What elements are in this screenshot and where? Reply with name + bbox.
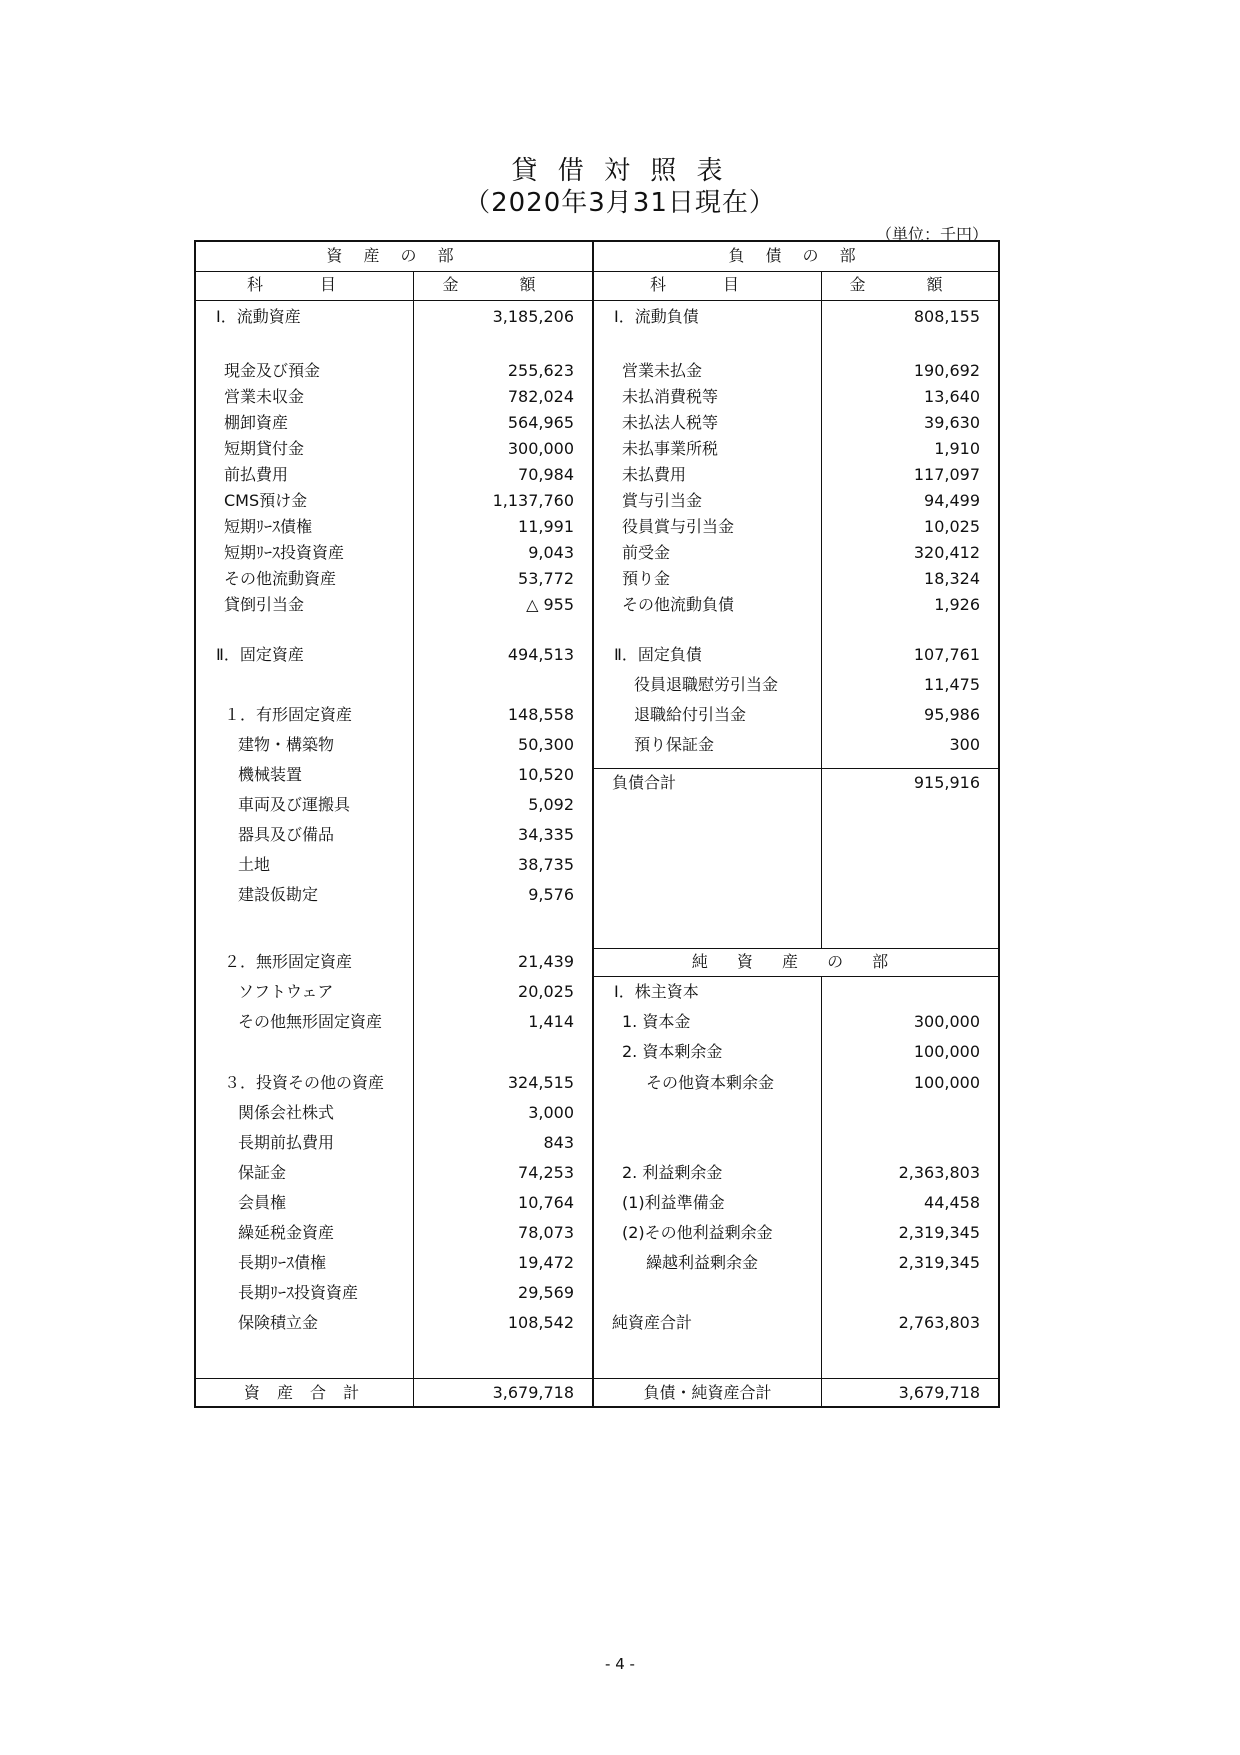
asset-label: 建設仮勘定 — [238, 885, 319, 904]
net-asset-value: 300,000 — [913, 1012, 980, 1031]
liability-label: 未払事業所税 — [622, 439, 719, 458]
net-asset-value: 2,319,345 — [898, 1253, 980, 1272]
asset-value: 148,558 — [507, 705, 574, 724]
asset-label: 長期前払費用 — [238, 1133, 335, 1152]
header-divider — [196, 300, 998, 301]
asset-value: 324,515 — [507, 1073, 574, 1092]
net-assets-section-header: 純 資 産 の 部 — [691, 952, 901, 971]
asset-label: 棚卸資産 — [224, 413, 289, 432]
asset-value: 843 — [543, 1133, 574, 1152]
asset-label: 営業未収金 — [224, 387, 305, 406]
net-asset-label: 2. 資本剰余金 — [622, 1042, 723, 1061]
liability-value: 808,155 — [913, 307, 980, 326]
liability-value: 10,025 — [924, 517, 980, 536]
liability-label: 退職給付引当金 — [634, 705, 747, 724]
net-assets-header-top — [593, 948, 998, 949]
liability-label: 未払消費税等 — [622, 387, 719, 406]
liability-value: 13,640 — [924, 387, 980, 406]
asset-label: ２．無形固定資産 — [224, 952, 353, 971]
liability-value: 320,412 — [913, 543, 980, 562]
asset-value: 38,735 — [518, 855, 574, 874]
asset-label: 貸倒引当金 — [224, 595, 305, 614]
net-asset-value: 100,000 — [913, 1073, 980, 1092]
asset-value: 9,576 — [528, 885, 574, 904]
asset-value: 3,185,206 — [492, 307, 574, 326]
liability-label: 未払費用 — [622, 465, 687, 484]
net-asset-value: 44,458 — [924, 1193, 980, 1212]
asset-value: 1,414 — [528, 1012, 574, 1031]
liability-value: 18,324 — [924, 569, 980, 588]
asset-label: 関係会社株式 — [238, 1103, 335, 1122]
asset-label: 短期ﾘｰｽ投資資産 — [224, 543, 345, 562]
asset-value: 53,772 — [518, 569, 574, 588]
liabilities-section-header: 負 債 の 部 — [728, 246, 864, 265]
liability-value: 107,761 — [913, 645, 980, 664]
asset-label: ソフトウェア — [238, 982, 334, 1001]
asset-value: 564,965 — [507, 413, 574, 432]
net-asset-label: 繰越利益剰余金 — [646, 1253, 759, 1272]
asset-value: 108,542 — [507, 1313, 574, 1332]
asset-label: 前払費用 — [224, 465, 289, 484]
asset-label: 機械装置 — [238, 765, 303, 784]
asset-label: その他無形固定資産 — [238, 1012, 383, 1031]
liability-label: 役員退職慰労引当金 — [634, 675, 779, 694]
liabilities-total-divider — [593, 768, 998, 769]
liability-value: 94,499 — [924, 491, 980, 510]
liability-value: 117,097 — [913, 465, 980, 484]
asset-value: 494,513 — [507, 645, 574, 664]
asset-value: 21,439 — [518, 952, 574, 971]
net-assets-header-bottom — [593, 976, 998, 977]
net-assets-total-label: 純資産合計 — [612, 1313, 693, 1332]
asset-value: 5,092 — [528, 795, 574, 814]
asset-value: 782,024 — [507, 387, 574, 406]
asset-label: 土地 — [238, 855, 271, 874]
asset-value: 70,984 — [518, 465, 574, 484]
liabilities-total-value: 915,916 — [913, 773, 980, 792]
net-assets-total-value: 2,763,803 — [898, 1313, 980, 1332]
liability-label: 役員賞与引当金 — [622, 517, 735, 536]
asset-value: 74,253 — [518, 1163, 574, 1182]
center-divider — [592, 242, 594, 1406]
net-asset-label: 2. 利益剰余金 — [622, 1163, 723, 1182]
assets-item-header: 科 目 — [246, 275, 363, 294]
asset-label: 短期貸付金 — [224, 439, 305, 458]
liability-label: Ⅱ．固定負債 — [614, 645, 702, 664]
asset-value: 19,472 — [518, 1253, 574, 1272]
asset-value: 78,073 — [518, 1223, 574, 1242]
asset-value: △ 955 — [526, 595, 574, 614]
asset-value: 10,764 — [518, 1193, 574, 1212]
asset-label: 長期ﾘｰｽ債権 — [238, 1253, 327, 1272]
document-date: （2020年3月31日現在） — [464, 188, 776, 218]
liab-net-total-label: 負債・純資産合計 — [643, 1383, 772, 1402]
asset-value: 34,335 — [518, 825, 574, 844]
liability-value: 39,630 — [924, 413, 980, 432]
asset-label: 保証金 — [238, 1163, 287, 1182]
net-asset-label: (2)その他利益剰余金 — [622, 1223, 773, 1242]
assets-total-value: 3,679,718 — [492, 1383, 574, 1402]
liability-label: 前受金 — [622, 543, 671, 562]
asset-value: 300,000 — [507, 439, 574, 458]
liability-value: 95,986 — [924, 705, 980, 724]
liability-value: 1,910 — [934, 439, 980, 458]
asset-value: 1,137,760 — [492, 491, 574, 510]
asset-value: 50,300 — [518, 735, 574, 754]
net-asset-value: 2,319,345 — [898, 1223, 980, 1242]
asset-value: 9,043 — [528, 543, 574, 562]
asset-value: 10,520 — [518, 765, 574, 784]
asset-label: 器具及び備品 — [238, 825, 335, 844]
net-asset-value: 2,363,803 — [898, 1163, 980, 1182]
liabilities-amount-header: 金 額 — [849, 275, 971, 294]
unit-label: （単位：千円） — [875, 225, 988, 244]
total-divider — [196, 1378, 998, 1379]
liability-label: 未払法人税等 — [622, 413, 719, 432]
liability-value: 1,926 — [934, 595, 980, 614]
liability-label: Ⅰ．流動負債 — [614, 307, 699, 326]
header-divider — [196, 271, 998, 272]
asset-label: Ⅰ．流動資産 — [216, 307, 301, 326]
net-asset-label: Ⅰ．株主資本 — [614, 982, 699, 1001]
liability-label: 賞与引当金 — [622, 491, 703, 510]
liability-label: 営業未払金 — [622, 361, 703, 380]
net-asset-label: その他資本剰余金 — [646, 1073, 775, 1092]
asset-value: 20,025 — [518, 982, 574, 1001]
asset-value: 3,000 — [528, 1103, 574, 1122]
asset-label: 建物・構築物 — [238, 735, 335, 754]
asset-label: その他流動資産 — [224, 569, 337, 588]
asset-label: 短期ﾘｰｽ債権 — [224, 517, 313, 536]
liabilities-item-header: 科 目 — [649, 275, 766, 294]
asset-label: 保険積立金 — [238, 1313, 319, 1332]
asset-label: 現金及び預金 — [224, 361, 321, 380]
assets-section-header: 資 産 の 部 — [326, 246, 462, 265]
liability-label: 預り保証金 — [634, 735, 715, 754]
asset-label: Ⅱ．固定資産 — [216, 645, 304, 664]
liab-net-total-value: 3,679,718 — [898, 1383, 980, 1402]
asset-label: 繰延税金資産 — [238, 1223, 335, 1242]
net-asset-value: 100,000 — [913, 1042, 980, 1061]
asset-label: 車両及び運搬具 — [238, 795, 351, 814]
liability-value: 300 — [949, 735, 980, 754]
asset-label: 会員権 — [238, 1193, 287, 1212]
liabilities-total-label: 負債合計 — [612, 773, 677, 792]
document-title: 貸 借 対 照 表 — [511, 156, 729, 186]
liability-value: 190,692 — [913, 361, 980, 380]
asset-label: １．有形固定資産 — [224, 705, 353, 724]
asset-label: CMS預け金 — [224, 491, 308, 510]
assets-amount-header: 金 額 — [442, 275, 564, 294]
column-divider — [821, 976, 822, 1406]
liability-label: その他流動負債 — [622, 595, 735, 614]
asset-value: 29,569 — [518, 1283, 574, 1302]
liability-value: 11,475 — [924, 675, 980, 694]
asset-label: ３．投資その他の資産 — [224, 1073, 385, 1092]
asset-value: 255,623 — [507, 361, 574, 380]
net-asset-label: (1)利益準備金 — [622, 1193, 725, 1212]
liability-label: 預り金 — [622, 569, 671, 588]
asset-label: 長期ﾘｰｽ投資資産 — [238, 1283, 359, 1302]
assets-total-label: 資 産 合 計 — [243, 1383, 366, 1402]
asset-value: 11,991 — [518, 517, 574, 536]
net-asset-label: 1. 資本金 — [622, 1012, 691, 1031]
balance-sheet-table — [194, 240, 1000, 1408]
page-number: - 4 - — [605, 1655, 635, 1673]
